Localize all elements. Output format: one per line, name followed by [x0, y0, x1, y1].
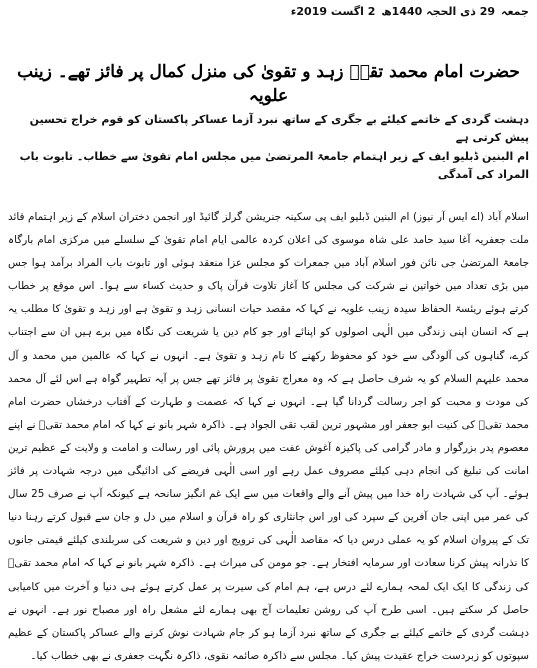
article-paragraph: اسلام آباد (اے ایس آر نیوز) ام البنین ڈبلیو ایف پی سکینہ جنریشن گرلز گائیڈ اور انجمن دختران اسلام کے زیر اہتمام قائد ملت جعفریہ آغا سید حامد علی شاہ موسوی کی اعلان کردہ عالمی ایام امام تقویٰ کے سلسلے میں مرکزی امام بارگاہ جامعۃ المرتضیٰ جی نائن فور اسلام آباد میں جمعرات کو مجلس عزا منعقد ہوئی اور تابوت باب المراد برآمد ہوا جس میں بڑی تعداد میں خواتین نے شرکت کی مجلس کا آغاز تلاوت قرآن پاک و حدیث کساء سے ہوا۔ اس موقع پر خطاب کرتے ہوئے ریئسۃ الحفاظ سیدہ زینب علویہ نے کہا کہ مقصد حیات انسانی زہد و تقویٰ ہے اور زہد و تقویٰ کا مطلب یہ ہے کہ انسان اپنی زندگی میں الٰہی اصولوں کو اپنائے اور جو کام دین یا شریعت کی نگاہ میں برے ہیں ان سے اجتناب کرے، گناہوں کی آلودگی سے خود کو محفوظ رکھنے کا نام زہد و تقویٰ ہے۔ انہوں نے کہا کہ عالمین میں محمد و آل محمد علیہم السلام کو یہ شرف حاصل ہے کہ وہ معراج تقویٰ پر فائز تھے جس پر آیہ تطہیر گواہ ہے اس لئے آل محمد کی مودت و محبت کو اجر رسالت گردانا گیا ہے۔ انہوں نے کہا کہ عصمت و طہارت کے آفتاب درخشاں حضرت امام محمد تقیؑ کی کنیت ابو جعفر اور مشہور ترین لقب تقی الجواد ہے۔ ذاکرہ شہر بانو نے کہا کہ امام محمد تقیؑ نے اپنے معصوم پدر بزرگوار و مادر گرامی کی پاکیزہ آغوش عفت میں پرورش پائی اور رسالت و امامت و ولایت کے عظیم ترین امانت کی تبلیغ کی انجام دہی کیلئے مصروف عمل رہے اور اسی الٰہی فریضے کی ادائیگی میں درجہ شہادت پر فائز ہوئے۔ آپ کی شہادت راہ خدا میں پیش آنے والے واقعات میں سے ایک غم انگیز سانحہ ہے کیونکہ آپ نے صرف 25 سال کی عمر میں اپنی جان آفرین کے سپرد کی اور اس جانثاری کو راہ قرآن و اسلام میں دل و جان سے قبول کرتے رہنا دنیا تک کے پیروان اسلام کو یہ عملی درس دیا کہ مقاصد الٰہی کی ترویج اور دین و شریعت کی سربلندی کیلئے قیمتی جانوں کا نذرانہ پیش کرنا سعادت اور سرمایہ افتخار ہے۔ جو مومن کی میراث ہے۔ ذاکرہ شہر بانو نے کہا کہ امام محمد تقیؑ کی زندگی کا ایک ایک لمحہ ہمارے لئے درس ہے، ہم امام کی سیرت پر عمل کرتے ہوئے ہی دنیا و آخرت میں کامیابی حاصل کر سکتے ہیں۔ اسی طرح آپ کی روشن تعلیمات آج بھی ہمارے لئے مشعل راہ اور مصباح نور ہے۔ انہوں نے دہشت گردی کے خاتمے کیلئے بے جگری کے ساتھ نبرد آزما ہو کر جام شہادت نوش کرنے والے عساکر پاکستان کے عظیم سپوتوں کو زبردست خراج عقیدت پیش کیا۔ مجلس سے ذاکرہ صائمہ نقوی، ذاکرہ نگہت جعفری نے بھی خطاب کیا۔: [8, 211, 529, 662]
day-label: جمعہ: [501, 5, 529, 18]
dateline: [8, 4, 529, 20]
gregorian-date: 2 اگست 2019ء: [290, 5, 376, 18]
subheading-1: دہشت گردی کے خاتمے کیلئے بے جگری کے ساتھ نبرد آزما عساکر پاکستان کو قوم خراج تحسین پیش کرتی ہے: [29, 113, 529, 144]
hijri-date: 29 ذی الحجہ 1440ھ: [381, 5, 496, 18]
headline: حضرت امام محمد تقیؑ زہد و تقویٰ کی منزل کمال پر فائز تھے۔ زینب علویہ: [17, 62, 520, 106]
subheading-2: ام البنین ڈبلیو ایف کے زیر اہتمام جامعۃ المرتضیٰ میں مجلس امام تقویٰ سے خطاب۔ تابوت باب المراد کی آمدگی: [19, 150, 529, 181]
article-body: [8, 206, 529, 668]
